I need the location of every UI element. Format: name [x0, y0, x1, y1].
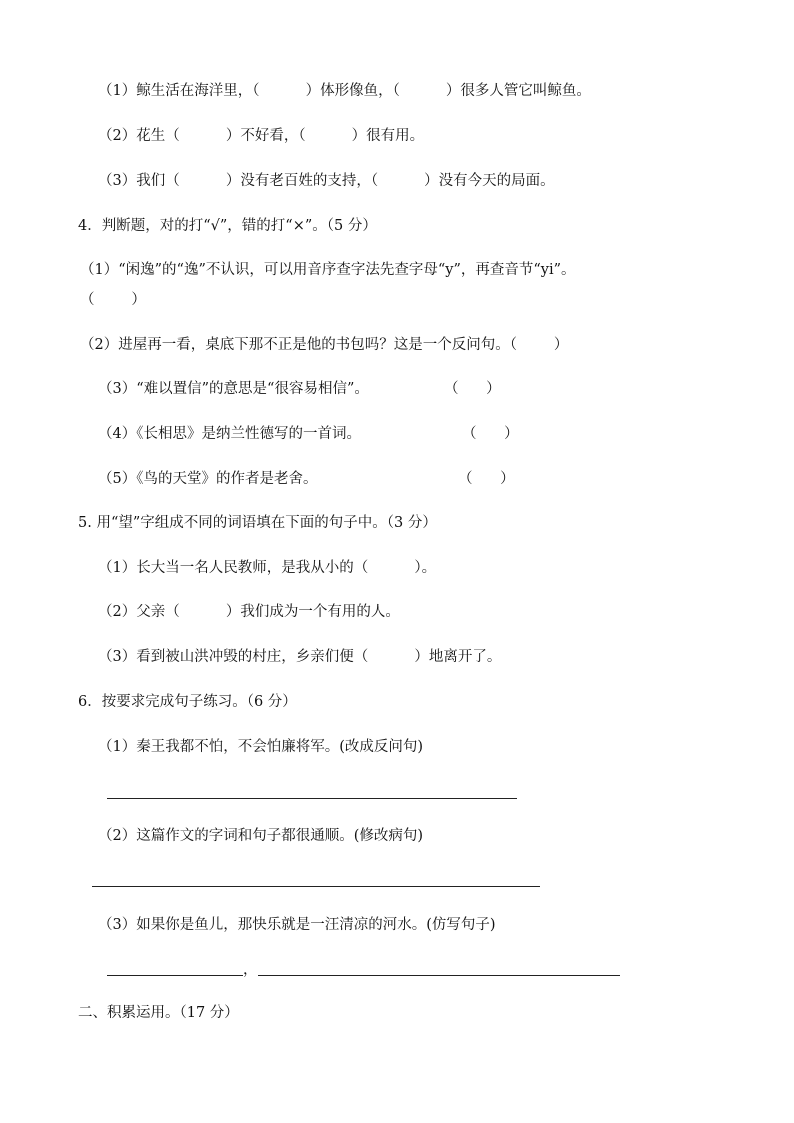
q4-item-2: （2）进屋再一看，桌底下那不正是他的书包吗？这是一个反问句。（ ）	[80, 337, 569, 353]
q5-item-2: （2）父亲（ ）我们成为一个有用的人。	[98, 604, 400, 620]
q6-answer-line-1[interactable]	[107, 798, 517, 799]
q4-title: 4．判断题，对的打“√”，错的打“×”。（5 分）	[78, 218, 377, 234]
q6-item-3: （3）如果你是鱼儿，那快乐就是一汪清凉的河水。(仿写句子)	[98, 917, 496, 933]
q6-answer-line-3b[interactable]	[258, 975, 620, 976]
q3-item-3: （3）我们（ ）没有老百姓的支持，（ ）没有今天的局面。	[98, 173, 555, 189]
q4-item-3-answer[interactable]: （ ）	[444, 381, 501, 397]
q4-item-5-answer[interactable]: （ ）	[458, 471, 515, 487]
q4-item-4: （4）《长相思》是纳兰性德写的一首词。	[98, 426, 361, 442]
q3-item-1: （1）鲸生活在海洋里，（ ）体形像鱼，（ ）很多人管它叫鲸鱼。	[98, 83, 591, 99]
q6-answer-line-3a[interactable]	[107, 975, 243, 976]
q6-title: 6．按要求完成句子练习。（6 分）	[78, 694, 297, 710]
section2-title: 二、积累运用。（17 分）	[78, 1005, 239, 1021]
q4-item-5: （5）《鸟的天堂》的作者是老舍。	[98, 471, 318, 487]
q6-answer-line-2[interactable]	[92, 886, 540, 887]
q4-item-4-answer[interactable]: （ ）	[462, 426, 519, 442]
q6-comma: ，	[243, 962, 258, 978]
q5-item-1: （1）长大当一名人民教师，是我从小的（ ）。	[98, 560, 437, 576]
q4-item-1-answer[interactable]: （ ）	[80, 292, 146, 308]
q6-item-1: （1）秦王我都不怕，不会怕廉将军。(改成反问句)	[98, 739, 424, 755]
q5-title: 5. 用“望”字组成不同的词语填在下面的句子中。（3 分）	[78, 515, 437, 531]
q5-item-3: （3）看到被山洪冲毁的村庄，乡亲们便（ ）地离开了。	[98, 649, 502, 665]
q4-item-1: （1）“闲逸”的“逸”不认识，可以用音序查字法先查字母“y”，再查音节“yi”。	[80, 262, 576, 278]
q4-item-3: （3）“难以置信”的意思是“很容易相信”。	[98, 381, 369, 397]
q3-item-2: （2）花生（ ）不好看，（ ）很有用。	[98, 128, 425, 144]
q6-item-2: （2）这篇作文的字词和句子都很通顺。(修改病句)	[98, 828, 424, 844]
